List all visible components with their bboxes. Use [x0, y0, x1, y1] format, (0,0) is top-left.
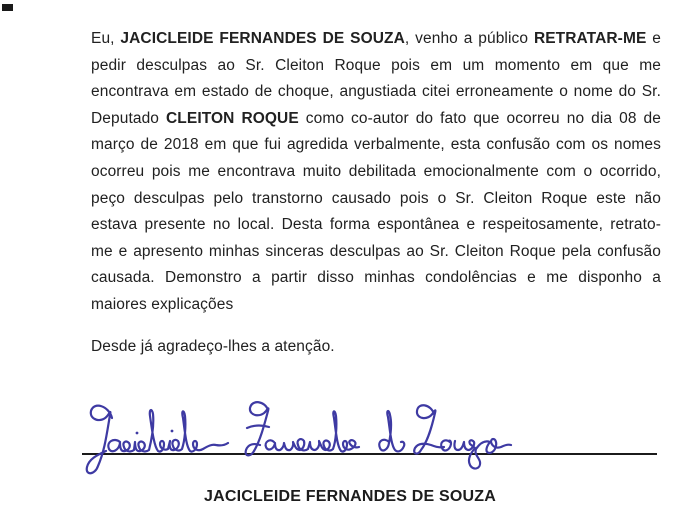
signature-ink-strokes — [87, 402, 511, 473]
letter-body — [91, 26, 661, 360]
deputy-name-inline: CLEITON ROQUE — [166, 109, 299, 127]
signer-name-printed: JACICLEIDE FERNANDES DE SOUZA — [203, 488, 497, 505]
letter-line: peço desculpas pelo transtorno causado pois o Sr. Cleiton Roque este não — [91, 189, 661, 207]
letter-line: ocorreu pois me encontrava muito debilitada emocionalmente com o ocorrido, — [91, 162, 661, 180]
letter-line: causada. Demonstro a partir disso minhas condolências e me disponho a — [91, 269, 661, 287]
letter-text: Deputado — [91, 109, 167, 127]
letter-line: março de 2018 em que fui agredida verbalmente, esta confusão com os nomes — [91, 136, 661, 154]
closing-sentence: Desde já agradeço-lhes a atenção. — [91, 337, 335, 355]
handwritten-signature — [82, 396, 662, 488]
letter-line: me e apresento minhas sinceras desculpas ao Sr. Cleiton Roque pela confusão — [91, 242, 661, 260]
letter-line: maiores explicações — [91, 295, 234, 313]
letter-line: estava presente no local. Desta forma espontânea e respeitosamente, retrato- — [91, 216, 661, 234]
signer-name-inline: JACICLEIDE FERNANDES DE SOUZA — [120, 30, 405, 47]
scan-artifact-mark — [2, 4, 13, 11]
letter-text: como co-autor do fato que ocorreu no dia 08 de — [298, 109, 661, 127]
letter-text: Eu, — [91, 30, 121, 47]
letter-line — [91, 106, 661, 133]
letter-line — [91, 26, 661, 53]
letter-line: encontrava em estado de choque, angustiada citei erroneamente o nome do Sr. — [91, 83, 661, 101]
letter-text: , venho a público — [404, 30, 534, 47]
letter-text: e — [646, 30, 661, 47]
retract-keyword: RETRATAR-ME — [533, 30, 647, 47]
letter-line: pedir desculpas ao Sr. Cleiton Roque pois em um momento em que me — [91, 56, 661, 74]
